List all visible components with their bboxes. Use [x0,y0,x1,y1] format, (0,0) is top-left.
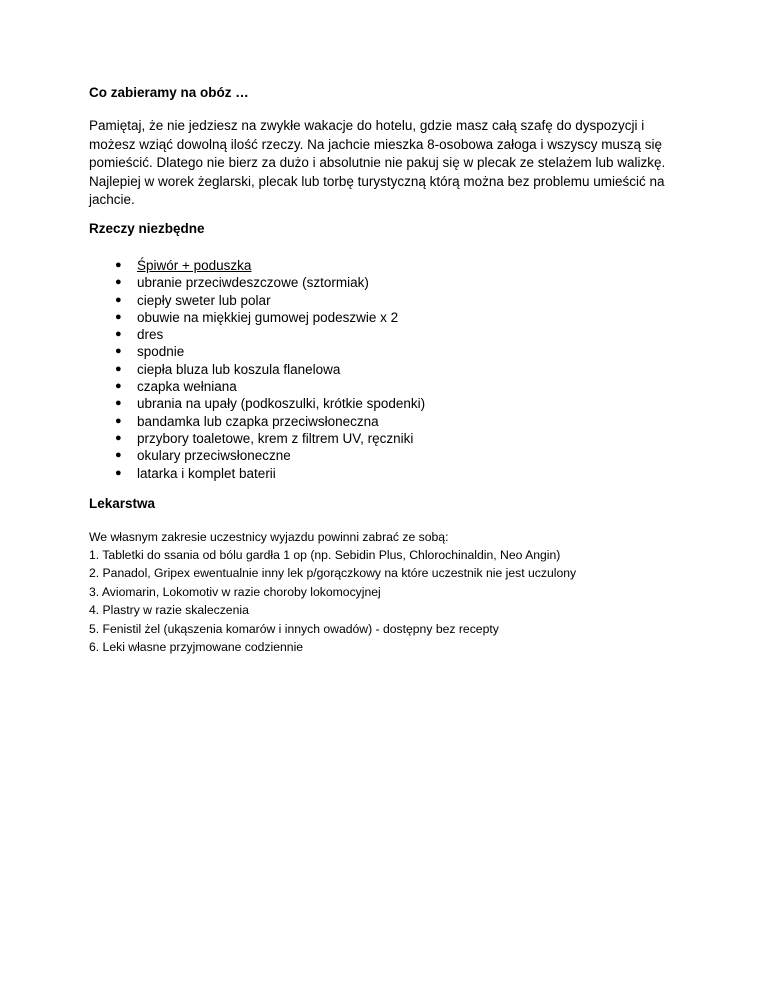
bullet-icon: ● [115,397,122,410]
medicines-heading: Lekarstwa [89,496,156,511]
list-item-text: przybory toaletowe, krem z filtrem UV, ręczniki [137,430,414,446]
list-item: 2. Panadol, Gripex ewentualnie inny lek p/gorączkowy na które uczestnik nie jest uczulony [89,566,577,581]
bullet-icon: ● [115,362,122,375]
list-item-text: czapka wełniana [137,379,237,395]
bullet-icon: ● [115,414,122,427]
list-item-text: ubrania na upały (podkoszulki, krótkie spodenki) [137,396,426,412]
bullet-icon: ● [115,380,122,393]
list-item-text: ubranie przeciwdeszczowe (sztormiak) [137,275,369,291]
bullet-icon: ● [115,276,122,289]
list-item-text: ciepła bluza lub koszula flanelowa [137,361,341,377]
intro-paragraph: Pamiętaj, że nie jedziesz na zwykłe wakacje do hotelu, gdzie masz całą szafę do dyspozycji i możesz wziąć dowolną ilość rzeczy. Na jachcie mieszka 8-osobowa załoga i wszyscy muszą się pomieścić. Dlatego nie bierz za dużo i absolutnie nie pakuj się w plecak ze stelażem lub walizkę. Najlepiej w worek żeglarski, plecak lub torbę turystyczną którą można bez problemu umieścić na jachcie. [89,118,666,208]
bullet-icon: ● [115,449,122,462]
medicines-intro: We własnym zakresie uczestnicy wyjazdu powinni zabrać ze sobą: [89,530,449,544]
list-item-text: Śpiwór + poduszka [137,258,252,273]
list-item-text: latarka i komplet baterii [137,465,276,481]
list-item: 1. Tabletki do ssania od bólu gardła 1 op (np. Sebidin Plus, Chlorochinaldin, Neo Angin) [89,548,561,562]
medicines-list [89,546,576,656]
list-item: 3. Aviomarin, Lokomotiv w razie choroby lokomocyjnej [89,584,381,599]
bullet-icon: ● [115,466,122,479]
list-item-text: obuwie na miękkiej gumowej podeszwie x 2 [137,309,399,325]
bullet-icon: ● [115,328,122,341]
list-item-text: spodnie [137,344,185,360]
list-item-text: dres [137,327,164,343]
list-item: 5. Fenistil żel (ukąszenia komarów i innych owadów) - dostępny bez recepty [89,621,499,636]
list-item: 4. Plastry w razie skaleczenia [89,603,249,618]
bullet-icon: ● [115,310,122,323]
bullet-icon: ● [115,431,122,444]
list-item-text: bandamka lub czapka przeciwsłoneczna [137,413,379,429]
list-item: 6. Leki własne przyjmowane codziennie [89,639,304,654]
bullet-icon: ● [115,345,122,358]
bullet-icon: ● [115,259,122,271]
bullet-icon: ● [115,293,122,306]
list-item-text: ciepły sweter lub polar [137,292,271,308]
page-title: Co zabieramy na obóz … [89,85,249,100]
essentials-heading: Rzeczy niezbędne [89,221,205,236]
list-item-text: okulary przeciwsłoneczne [137,448,291,464]
